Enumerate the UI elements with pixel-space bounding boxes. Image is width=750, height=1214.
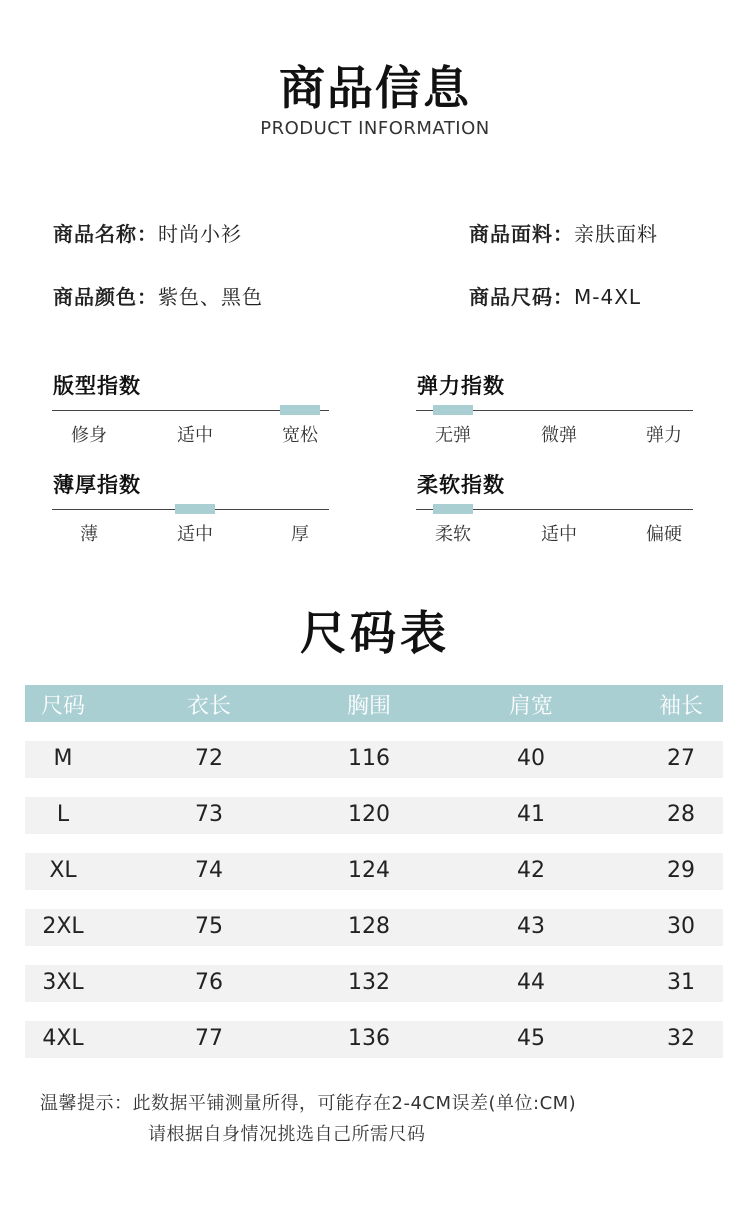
table-cell: 40 [517, 746, 545, 771]
index-option: 薄 [80, 524, 98, 545]
size-table-header-cell: 尺码 [40, 694, 85, 719]
info-fabric-label: 商品面料： [469, 222, 574, 246]
table-cell: 45 [517, 1026, 545, 1051]
index-selected-marker [175, 504, 215, 514]
table-cell: 2XL [42, 914, 84, 939]
index-option: 适中 [177, 425, 213, 446]
table-cell: 128 [348, 914, 390, 939]
table-cell: 77 [195, 1026, 223, 1051]
page-subtitle: PRODUCT INFORMATION [260, 118, 490, 139]
table-cell: 29 [667, 858, 695, 883]
table-row [25, 797, 723, 834]
info-fabric [469, 218, 658, 247]
index-selected-marker [433, 405, 473, 415]
table-cell: 27 [667, 746, 695, 771]
size-table-title: 尺码表 [300, 606, 450, 660]
info-color-label: 商品颜色： [53, 285, 158, 309]
index-option: 适中 [177, 524, 213, 545]
info-name-label: 商品名称： [53, 222, 158, 246]
page-title: 商品信息 [279, 61, 471, 115]
note-line-1: 温馨提示：此数据平铺测量所得，可能存在2-4CM误差(单位:CM) [40, 1093, 577, 1114]
index-title: 薄厚指数 [53, 473, 141, 497]
info-size-value: M-4XL [574, 285, 642, 309]
info-size [469, 281, 641, 310]
table-cell: L [56, 802, 70, 827]
index-option: 微弹 [541, 425, 577, 446]
info-name-value: 时尚小衫 [158, 222, 242, 246]
table-cell: 32 [667, 1026, 695, 1051]
index-option: 厚 [291, 524, 309, 545]
index-title: 弹力指数 [417, 374, 505, 398]
table-cell: 42 [517, 858, 545, 883]
table-cell: 132 [348, 970, 390, 995]
info-fabric-value: 亲肤面料 [574, 222, 658, 246]
index-option: 修身 [71, 425, 107, 446]
table-row [25, 741, 723, 778]
size-table-header [25, 685, 723, 722]
size-table-header-cell: 衣长 [186, 694, 231, 719]
table-row [25, 909, 723, 946]
table-row [25, 965, 723, 1002]
size-table-header-cell: 肩宽 [508, 694, 553, 719]
table-cell: 44 [517, 970, 545, 995]
note-line-2: 请根据自身情况挑选自己所需尺码 [148, 1124, 426, 1145]
table-cell: 3XL [42, 970, 84, 995]
table-cell: M [53, 746, 73, 771]
table-cell: 136 [348, 1026, 390, 1051]
table-cell: 74 [195, 858, 223, 883]
table-cell: 30 [667, 914, 695, 939]
index-selected-marker [433, 504, 473, 514]
table-cell: 73 [195, 802, 223, 827]
index-option: 无弹 [435, 425, 471, 446]
table-cell: 31 [667, 970, 695, 995]
table-cell: 75 [195, 914, 223, 939]
index-title: 柔软指数 [417, 473, 505, 497]
index-option: 宽松 [282, 425, 318, 446]
index-option: 弹力 [646, 425, 682, 446]
table-cell: 72 [195, 746, 223, 771]
table-cell: 76 [195, 970, 223, 995]
table-cell: 43 [517, 914, 545, 939]
table-row [25, 853, 723, 890]
index-option: 柔软 [435, 524, 471, 545]
info-name [53, 218, 242, 247]
index-selected-marker [280, 405, 320, 415]
table-cell: 28 [667, 802, 695, 827]
size-table-header-cell: 袖长 [658, 694, 703, 719]
table-cell: 116 [348, 746, 390, 771]
size-table-header-cell: 胸围 [346, 694, 391, 719]
table-cell: 4XL [42, 1026, 84, 1051]
index-title: 版型指数 [53, 374, 141, 398]
info-color [53, 281, 263, 310]
table-row [25, 1021, 723, 1058]
index-option: 适中 [541, 524, 577, 545]
table-cell: 120 [348, 802, 390, 827]
index-option: 偏硬 [646, 524, 682, 545]
info-color-value: 紫色、黑色 [158, 285, 263, 309]
info-size-label: 商品尺码： [469, 285, 574, 309]
table-cell: 124 [348, 858, 390, 883]
table-cell: 41 [517, 802, 545, 827]
table-cell: XL [49, 858, 77, 883]
